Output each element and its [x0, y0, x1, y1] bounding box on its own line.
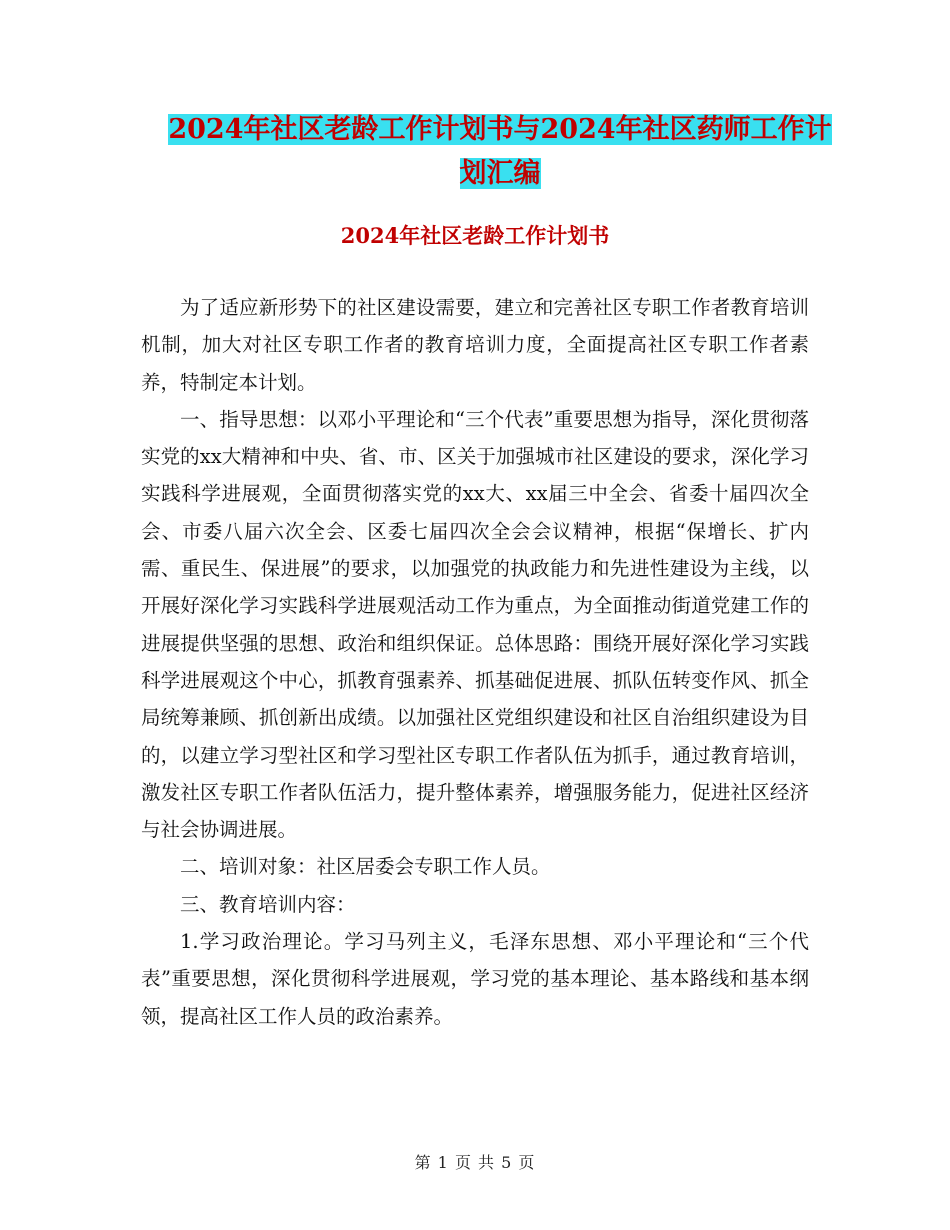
- document-title: [140, 108, 860, 196]
- paragraph-guiding-thought: 一、指导思想：以邓小平理论和“三个代表”重要思想为指导，深化贯彻落实党的xx大精神和中央、省、市、区关于加强城市社区建设的要求，深化学习实践科学进展观，全面贯彻落实党的xx大、xx届三中全会、省委十届四次全会、市委八届六次全会、区委七届四次全会会议精神，根据“保增长、扩内需、重民生、保进展”的要求，以加强党的执政能力和先进性建设为主线，以开展好深化学习实践科学进展观活动工作为重点，为全面推动街道党建工作的进展提供坚强的思想、政治和组织保证。总体思路：围绕开展好深化学习实践科学进展观这个中心，抓教育强素养、抓基础促进展、抓队伍转变作风、抓全局统筹兼顾、抓创新出成绩。以加强社区党组织建设和社区自治组织建设为目的，以建立学习型社区和学习型社区专职工作者队伍为抓手，通过教育培训，激发社区专职工作者队伍活力，提升整体素养，增强服务能力，促进社区经济与社会协调进展。: [141, 407, 809, 842]
- title-line-2: 划汇编: [459, 158, 541, 189]
- document-body: [141, 289, 809, 1035]
- section-title: 2024年社区老龄工作计划书: [340, 223, 610, 248]
- paragraph-training-target: 二、培训对象：社区居委会专职工作人员。: [180, 855, 551, 879]
- paragraph-political-theory: 1.学习政治理论。学习马列主义，毛泽东思想、邓小平理论和“三个代表”重要思想，深化贯彻科学进展观，学习党的基本理论、基本路线和基本纲领，提高社区工作人员的政治素养。: [141, 930, 809, 1028]
- page-indicator: 第 1 页 共 5 页: [414, 1153, 536, 1172]
- title-line-1: 2024年社区老龄工作计划书与2024年社区药师工作计: [168, 114, 832, 145]
- paragraph-intro: 为了适应新形势下的社区建设需要，建立和完善社区专职工作者教育培训机制，加大对社区专职工作者的教育培训力度，全面提高社区专职工作者素养，特制定本计划。: [141, 296, 809, 394]
- paragraph-training-content: 三、教育培训内容：: [180, 892, 356, 916]
